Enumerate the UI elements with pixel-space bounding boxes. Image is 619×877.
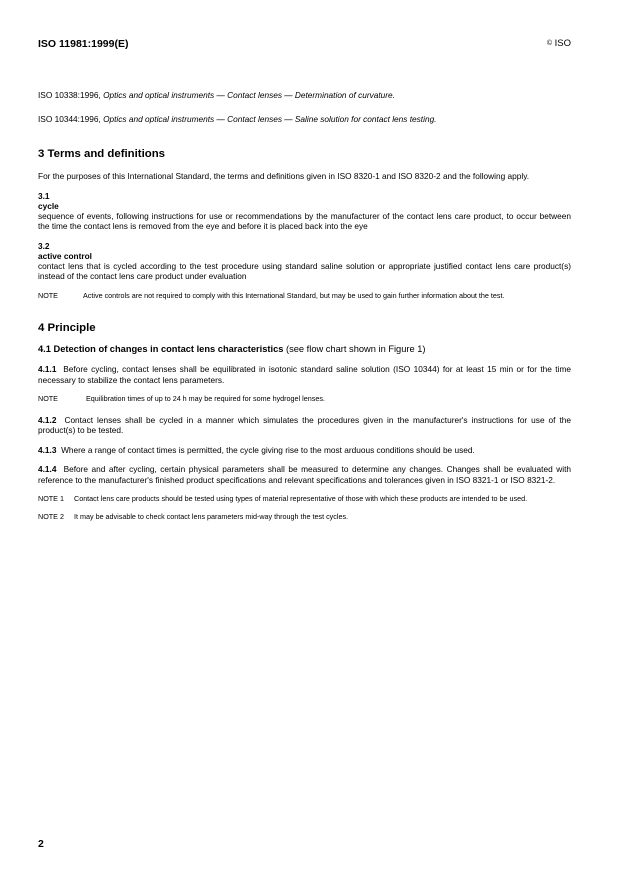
page-content	[38, 90, 571, 521]
term-entry	[38, 191, 571, 232]
clause-4-1-2	[38, 415, 571, 436]
clause-text: Where a range of contact times is permitted, the cycle giving rise to the most arduous conditions should be used.	[61, 444, 475, 455]
subsection-title: 4.1 Detection of changes in contact lens characteristics	[38, 344, 284, 354]
copyright-org: ISO	[554, 38, 571, 49]
subsection-reference: (see flow chart shown in Figure 1)	[283, 344, 426, 354]
term-name: active control	[38, 250, 92, 261]
section-3-intro: For the purposes of this International Standard, the terms and definitions given in ISO 8320-1 and ISO 8320-2 and the following apply.	[38, 171, 530, 181]
term-name: cycle	[38, 200, 59, 211]
clause-text: Before cycling, contact lenses shall be equilibrated in isotonic standard saline solution (ISO 10344) for at least 15 min or for the time necessary to stabilize the contact lens parameters.	[38, 364, 571, 385]
reference-title: Optics and optical instruments — Contact lenses — Determination of curvature.	[103, 90, 395, 100]
clause-text: Before and after cycling, certain physical parameters shall be measured to determine any changes. Changes shall be evaluated with reference to the manufacturer's finished product specifications and relevant specifications and tolerances given in ISO 8321-1 or ISO 8321-2.	[38, 464, 571, 485]
clause-4-1-4	[38, 464, 571, 485]
section-3-heading: 3 Terms and definitions	[38, 148, 166, 160]
term-number: 3.1	[38, 190, 50, 201]
section-4-heading: 4 Principle	[38, 322, 96, 334]
note	[38, 291, 571, 301]
reference-item	[38, 114, 571, 125]
note-text: Active controls are not required to comply with this International Standard, but may be used to gain further information about the test.	[83, 290, 505, 300]
reference-code: ISO 10338:1996,	[38, 90, 101, 100]
note-label: NOTE 1	[38, 494, 64, 503]
term-entry	[38, 241, 571, 282]
term-definition: sequence of events, following instructions for use or recommendations by the manufacturer of the contact lens care product, to occur between the time the contact lens is removed from the eye and before it is placed back into the eye	[38, 210, 571, 231]
term-definition: contact lens that is cycled according to the test procedure using standard saline solution or appropriate justified contact lens care product(s) instead of the contact lens care product under evaluation	[38, 260, 571, 281]
note-label: NOTE 2	[38, 511, 64, 521]
clause-number: 4.1.2	[38, 414, 57, 425]
reference-title: Optics and optical instruments — Contact lenses — Saline solution for contact lens testing.	[103, 113, 437, 124]
reference-item	[38, 90, 571, 101]
clause-4-1-3	[38, 445, 571, 456]
note-label: NOTE	[38, 290, 58, 300]
clause-number: 4.1.1	[38, 364, 57, 374]
page-number: 2	[38, 838, 44, 850]
clause-number: 4.1.3	[38, 444, 57, 455]
copyright-notice	[547, 38, 571, 49]
note	[38, 512, 571, 522]
note-text: It may be advisable to check contact lens parameters mid-way through the test cycles.	[74, 511, 349, 521]
term-number: 3.2	[38, 240, 50, 251]
copyright-symbol: ©	[546, 40, 552, 47]
note-label: NOTE	[38, 394, 58, 403]
note	[38, 394, 571, 404]
standard-identifier: ISO 11981:1999(E)	[38, 38, 129, 50]
note-text: Equilibration times of up to 24 h may be required for some hydrogel lenses.	[86, 394, 325, 403]
note-text: Contact lens care products should be tested using types of material representative of those with which these products are intended to be used.	[74, 494, 528, 503]
clause-4-1-1	[38, 364, 571, 385]
subsection-4-1-heading	[38, 344, 571, 354]
clause-text: Contact lenses shall be cycled in a manner which simulates the procedures given in the manufacturer's instructions for use of the product(s) to be tested.	[38, 414, 571, 435]
reference-code: ISO 10344:1996,	[38, 113, 101, 124]
note	[38, 494, 571, 504]
clause-number: 4.1.4	[38, 464, 57, 474]
